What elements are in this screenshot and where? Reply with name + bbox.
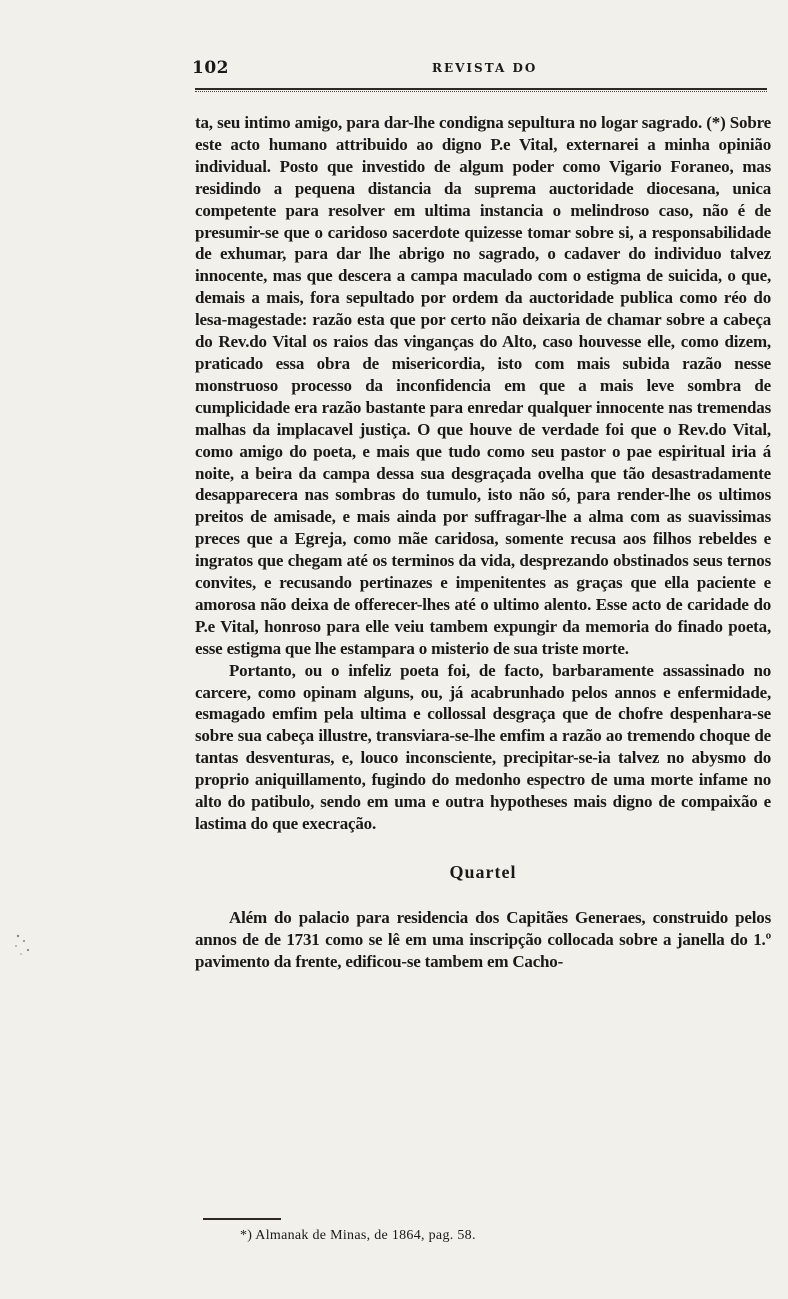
running-head xyxy=(192,58,770,82)
paper-speck-mark xyxy=(10,930,36,960)
header-rule-ornament xyxy=(195,91,767,92)
section-paragraph: Além do palacio para residencia dos Capitães Generaes, construido pelos annos de de 1731 como se lê em uma inscripção collocada sobre a janella do 1.º pavimento da frente, edificou-se tambem em Cacho- xyxy=(195,907,771,971)
paragraph-conclusion: Portanto, ou o infeliz poeta foi, de facto, barbaramente assassinado no carcere, como opinam alguns, ou, já acabrunhado pelos annos e enfermidade, esmagado emfim pela ultima e collossal desgraça que de chofre despenhara-se sobre sua cabeça illustre, transviara-se-lhe emfim a razão ao tremendo choque de tantas desventuras, e, louco inconsciente, precipitar-se-ia talvez no abysmo do proprio aniquillamento, fugindo do medonho espectro de uma morte infame no alto do patibulo, sendo em uma e outra hypotheses mais digno de compaixão e lastima do que execração. xyxy=(195,660,771,833)
footnote: *) Almanak de Minas, de 1864, pag. 58. xyxy=(240,1228,476,1243)
header-rule xyxy=(195,88,767,90)
body-text xyxy=(195,112,771,973)
paragraph-continuation: ta, seu intimo amigo, para dar-lhe condigna sepultura no logar sagrado. (*) Sobre este acto humano attribuido ao digno P.e Vital, externarei a minha opinião individual. Posto que investido de algum poder como Vigario Foraneo, mas residindo a pequena distancia da suprema auctoridade diocesana, unica competente para resolver em ultima instancia o melindroso caso, não é de presumir-se que o caridoso sacerdote quizesse tomar sobre si, a responsabilidade de exhumar, para dar lhe abrigo no sagrado, o cadaver do individuo talvez innocente, mas que descera a campa maculado com o estigma de suicida, o que, demais a mais, fora sepultado por ordem da auctoridade publica como réo do lesa-magestade: razão esta que por certo não deixaria de chamar sobre a cabeça do Rev.do Vital os raios das vinganças do Alto, caso houvesse elle, como dizem, praticado essa obra de misericordia, isto com mais subida razão nesse monstruoso processo da inconfidencia em que a mais leve sombra de cumplicidade era razão bastante para enredar qualquer innocente nas tremendas malhas da implacavel justiça. O que houve de verdade foi que o Rev.do Vital, como amigo do poeta, e mais que tudo como seu pastor o pae espiritual iria á noite, a beira da campa dessa sua desgraçada ovelha que tão desastradamente desapparecera nas sombras do tumulo, isto não só, para render-lhe os ultimos preitos de amisade, e mais ainda por suffragar-lhe a alma com as suavissimas preces que a Egreja, como mãe caridosa, somente recusa aos filhos rebeldes e ingratos que chegam até os terminos da vida, desprezando obstinados seus ternos convites, e recusando pertinazes e impenitentes as graças que ella paciente e amorosa não deixa de offerecer-lhes até o ultimo alento. Esse acto de caridade do P.e Vital, honroso para elle veiu tambem expungir da memoria do finado poeta, esse estigma que lhe estampara o misterio de sua triste morte. xyxy=(195,113,771,658)
page-number: 102 xyxy=(192,58,229,78)
section-title: Quartel xyxy=(449,861,517,882)
running-title: REVISTA DO xyxy=(432,61,538,75)
footnote-rule xyxy=(203,1218,281,1220)
